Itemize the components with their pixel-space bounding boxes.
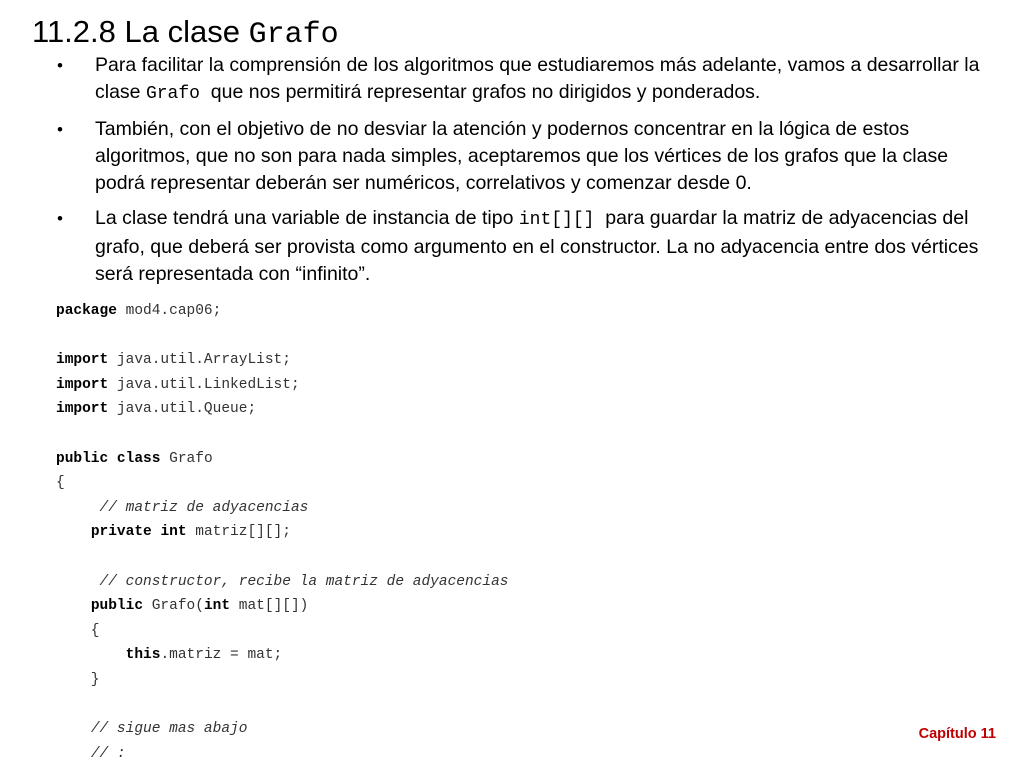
code-comment: // sigue mas abajo [90,721,248,738]
code-token [56,647,126,663]
code-line [56,447,508,472]
bullet-item [0,52,1024,108]
code-token [56,524,91,540]
code-keyword: this [125,647,161,664]
code-keyword: package [56,303,117,319]
code-token: java.util.ArrayList; [108,352,291,369]
bullet-text: que nos permitirá representar grafos no dirigidos y ponderados. [210,81,761,103]
code-line [56,570,508,595]
code-line [56,643,508,668]
bullet-text: También, con el objetivo de no desviar la atención y podernos concentrar en la lógica de estos algoritmos, que no son para nada simples, aceptaremos que los vértices de los grafos que la clase podrá representar deberán ser numéricos, correlativos y comenzar desde 0. [95,118,949,194]
code-line [56,742,508,767]
bullet-item [0,205,1024,288]
code-token: Grafo( [143,598,204,615]
bullet-marker: • [57,120,63,139]
code-token [56,746,91,762]
bullet-marker: • [57,56,63,75]
code-token: java.util.Queue; [108,401,257,418]
code-keyword: import [56,376,109,393]
code-line [56,373,508,398]
code-token: Grafo [160,450,213,467]
bullet-marker: • [57,209,63,228]
code-line [56,348,508,373]
code-line [56,397,508,422]
code-token [56,721,91,737]
code-keyword: public [56,450,109,467]
code-line [56,324,508,349]
code-line [56,668,508,693]
code-token [56,574,100,590]
code-line [56,299,508,324]
code-line [56,693,508,718]
bullet-text: La clase tendrá una variable de instancia de tipo [95,207,519,229]
bullet-text: Para facilitar la comprensión de los algoritmos que estudiaremos más adelante, vamos a desarrollar la clase [95,54,980,103]
bullet-list [0,52,1024,296]
code-line [56,520,508,545]
code-token [108,451,117,467]
code-token [56,598,91,614]
code-keyword: import [56,401,109,418]
code-token: java.util.LinkedList; [108,376,300,393]
code-token: mod4.cap06; [116,303,222,319]
code-line [56,545,508,570]
code-token: .matriz = mat; [160,647,283,664]
code-keyword: public [90,598,144,615]
code-token: { [56,475,65,492]
code-comment: // matriz de adyacencias [99,499,309,516]
code-line [56,471,508,496]
code-keyword: int [160,524,187,541]
bullet-code-fragment: int[][] [518,210,606,230]
code-comment: // constructor, recibe la matriz de adyacencias [99,573,509,590]
code-comment: // : [90,745,126,762]
title-class-name: Grafo [248,18,339,52]
code-token [56,500,100,516]
code-keyword: class [116,450,161,467]
code-line [56,496,508,521]
code-line [56,422,508,447]
title-prefix: 11.2.8 La clase [32,14,249,49]
code-token: { [56,622,100,639]
bullet-text: para guardar la matriz de adyacencias del grafo, que deberá ser provista como argumento en el constructor. La no adyacencia entre dos vértices será representada con “infinito”. [95,207,979,285]
code-block [56,299,508,766]
code-keyword: import [56,352,109,369]
code-line [56,594,508,619]
code-token: mat[][]) [230,598,309,615]
bullet-item [0,116,1024,197]
bullet-code-fragment: Grafo [145,84,211,104]
chapter-label: Capítulo 11 [918,726,996,742]
code-token: } [56,671,100,688]
code-token: matriz[][]; [186,524,291,541]
code-line [56,619,508,644]
code-line [56,717,508,742]
code-keyword: int [203,598,231,615]
slide-title [32,12,339,55]
code-keyword: private [90,524,152,541]
